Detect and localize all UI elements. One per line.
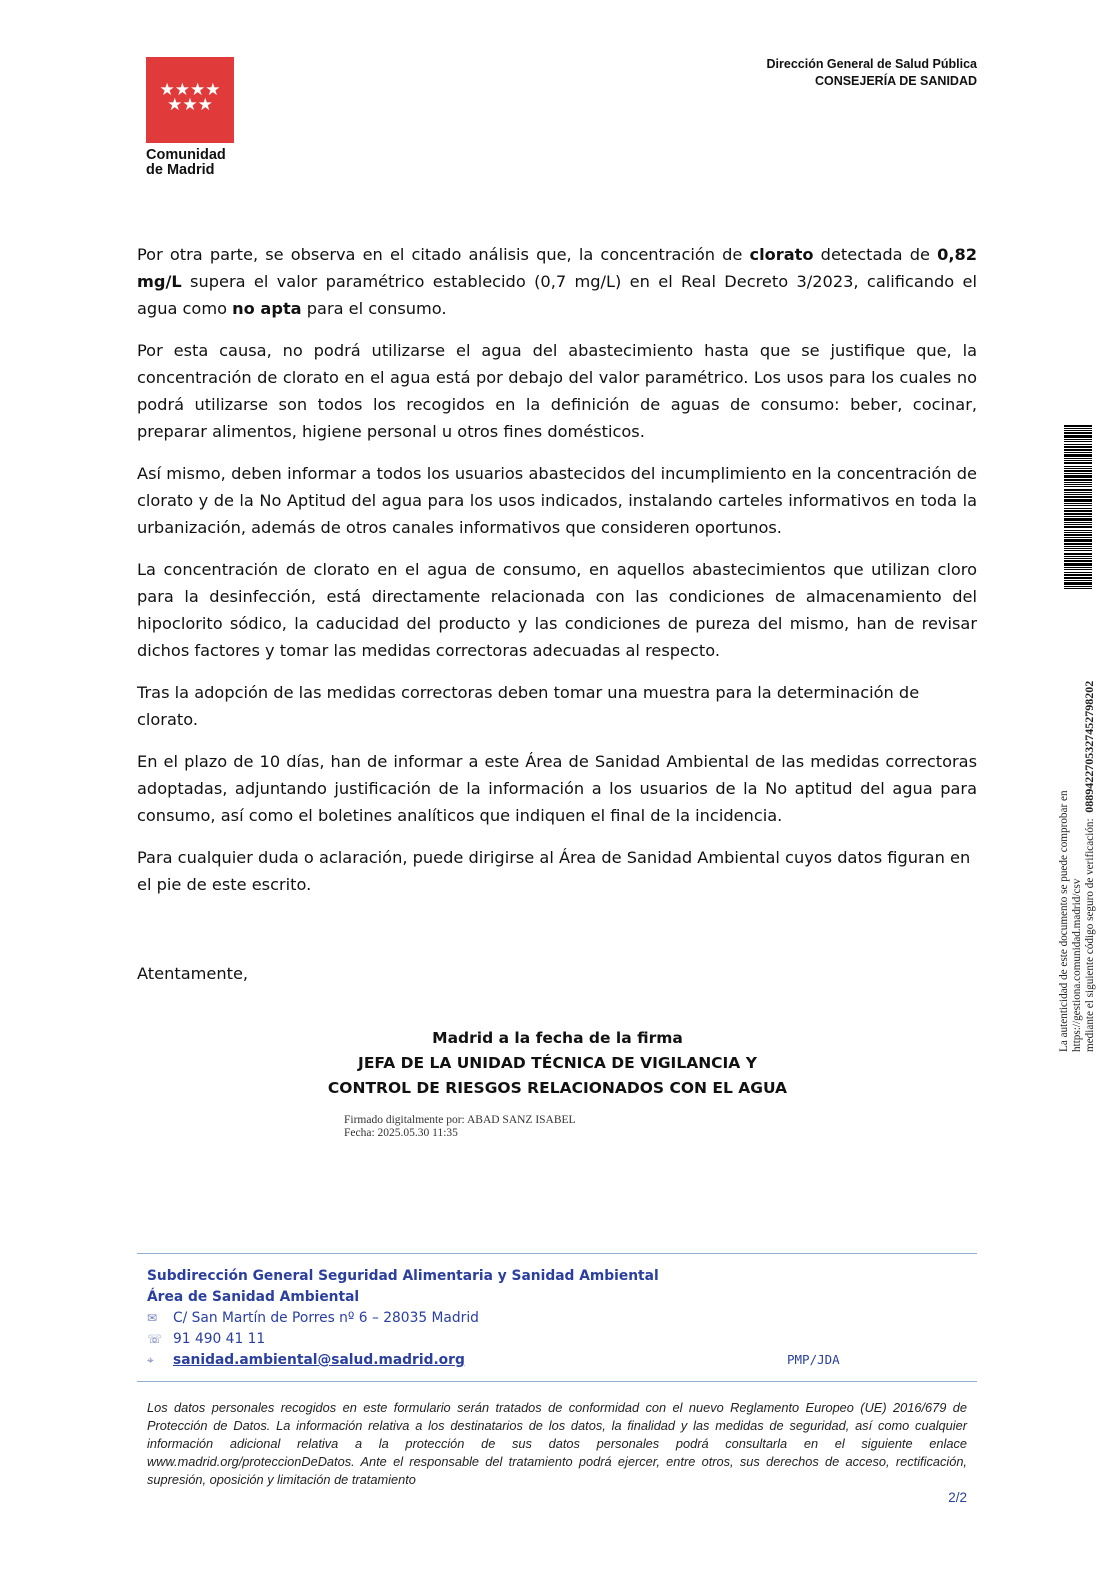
footer-bottom-rule — [137, 1381, 977, 1382]
barcode-bar — [1064, 548, 1092, 549]
barcode-bar — [1064, 558, 1092, 559]
barcode-bar — [1064, 550, 1092, 551]
barcode-bar — [1064, 470, 1092, 472]
barcode-bar — [1064, 425, 1092, 427]
verification-code: 0889422705327452798202 — [1082, 680, 1096, 813]
mouse-icon: ⌖ — [147, 1353, 154, 1367]
barcode-bar — [1064, 586, 1092, 587]
footer-address-row — [147, 1308, 659, 1329]
footer-contact — [147, 1266, 659, 1371]
barcode-bar — [1064, 526, 1092, 528]
barcode-bar — [1064, 484, 1092, 485]
letter-body — [137, 241, 977, 913]
phone-icon: ☏ — [147, 1332, 163, 1346]
barcode-bar — [1064, 466, 1092, 467]
footer-email-row — [147, 1350, 659, 1371]
digital-signature-signer: Firmado digitalmente por: ABAD SANZ ISABEL — [344, 1114, 576, 1126]
barcode-bar — [1064, 505, 1092, 506]
barcode-bar — [1064, 580, 1092, 581]
barcode-bar — [1064, 516, 1092, 517]
header-line-1: Dirección General de Salud Pública — [766, 57, 977, 71]
barcode-bar — [1064, 428, 1092, 429]
barcode-bar — [1064, 537, 1092, 538]
barcode-bar — [1064, 458, 1092, 459]
footer-org-1: Subdirección General Seguridad Alimentaria y Sanidad Ambiental — [147, 1268, 659, 1284]
department-header — [767, 56, 978, 90]
barcode-icon — [1064, 425, 1092, 590]
paragraph-2: Por esta causa, no podrá utilizarse el agua del abastecimiento hasta que se justifique que, la concentración de clorato en el agua está por debajo del valor paramétrico. Los usos para los cuales no podrá utilizarse son todos los recogidos en la definición de aguas de consumo: beber, cocinar, preparar alimentos, higiene personal u otros fines domésticos. — [137, 341, 977, 441]
paragraph-3: Así mismo, deben informar a todos los usuarios abastecidos del incumplimiento en la concentración de clorato y de la No Aptitud del agua para los usos indicados, instalando carteles informativos en toda la urbanización, además de otros canales informativos que consideren oportunos. — [137, 464, 977, 537]
barcode-bar — [1064, 479, 1092, 481]
paragraph-1: Por otra parte, se observa en el citado análisis que, la concentración de clorato detectada de 0,82 mg/L supera el valor paramétrico establecido (0,7 mg/L) en el Real Decreto 3/2023, calificando el agua como no apta para el consumo. — [137, 245, 978, 318]
barcode-bar — [1064, 543, 1092, 545]
barcode-bar — [1064, 513, 1092, 515]
barcode-bar — [1064, 524, 1092, 525]
barcode-bar — [1064, 534, 1092, 536]
signature-line-2: JEFA DE LA UNIDAD TÉCNICA DE VIGILANCIA Y — [358, 1054, 757, 1072]
paragraph-7: Para cualquier duda o aclaración, puede dirigirse al Área de Sanidad Ambiental cuyos datos figuran en el pie de este escrito. — [137, 848, 971, 894]
footer-phone-row — [147, 1329, 659, 1350]
footer-email-link[interactable]: sanidad.ambiental@salud.madrid.org — [173, 1352, 465, 1368]
barcode-bar — [1064, 569, 1092, 570]
barcode-bar — [1064, 444, 1092, 445]
barcode-bar — [1064, 496, 1092, 498]
barcode-bar — [1064, 522, 1092, 523]
verification-text — [1058, 681, 1097, 1052]
footer-org-2: Área de Sanidad Ambiental — [147, 1289, 360, 1305]
signature-block — [280, 1026, 835, 1101]
barcode-bar — [1064, 460, 1092, 461]
signature-line-1: Madrid a la fecha de la firma — [432, 1029, 683, 1047]
logo-line-1: Comunidad — [146, 147, 226, 163]
verification-line-1: La autenticidad de este documento se puede comprobar en — [1058, 790, 1070, 1052]
barcode-bar — [1064, 532, 1092, 533]
stars-icon: ★★★★ ★★★ — [159, 80, 221, 114]
barcode-bar — [1064, 452, 1092, 453]
barcode-bar — [1064, 553, 1092, 555]
barcode-bar — [1064, 582, 1092, 585]
barcode-bar — [1064, 489, 1092, 491]
barcode-bar — [1064, 518, 1092, 521]
signature-line-3: CONTROL DE RIESGOS RELACIONADOS CON EL AGUA — [327, 1079, 788, 1097]
barcode-bar — [1064, 468, 1092, 469]
barcode-bar — [1064, 494, 1092, 495]
barcode-bar — [1064, 439, 1092, 440]
barcode-bar — [1064, 574, 1092, 576]
barcode-bar — [1064, 441, 1092, 442]
barcode-bar — [1064, 475, 1092, 478]
logo-text — [146, 148, 236, 178]
verification-line-2: https://gestiona.comunidad.madrid/csv — [1070, 878, 1083, 1052]
barcode-bar — [1064, 432, 1092, 434]
barcode-bar — [1064, 446, 1092, 448]
barcode-bar — [1064, 508, 1092, 509]
footer-top-rule — [137, 1253, 977, 1254]
barcode-bar — [1064, 530, 1092, 531]
barcode-bar — [1064, 567, 1092, 568]
comunidad-madrid-logo — [146, 57, 236, 178]
barcode-bar — [1064, 449, 1092, 451]
barcode-bar — [1064, 486, 1092, 487]
privacy-notice: Los datos personales recogidos en este formulario serán tratados de conformidad con el nuevo Reglamento Europeo (UE) 2016/679 de Protección de Datos. La información relativa a los destinatarios de los datos, la finalidad y las medidas de seguridad, así como cualquier información adicional relativa a la protección de sus datos personales podrá consultarla en el siguiente enlace www.madrid.org/proteccionDeDatos. Ante el responsable del tratamiento podrá ejercer, entre otros, sus derechos de acceso, rectificación, supresión, oposición y limitación de tratamiento — [147, 1400, 967, 1487]
barcode-bar — [1064, 482, 1092, 483]
page-number: 2/2 — [948, 1490, 967, 1505]
barcode-bar — [1064, 435, 1092, 438]
footer-address: C/ San Martín de Porres nº 6 – 28035 Madrid — [173, 1310, 479, 1326]
barcode-bar — [1064, 430, 1092, 431]
barcode-bar — [1064, 556, 1092, 557]
paragraph-4: La concentración de clorato en el agua de consumo, en aquellos abastecimientos que utilizan cloro para la desinfección, está directamente relacionada con las condiciones de almacenamiento del hipoclorito sódico, la caducidad del producto y las condiciones de pureza del mismo, han de revisar dichos factores y tomar las medidas correctoras adecuadas al respecto. — [137, 560, 977, 660]
digital-signature-date: Fecha: 2025.05.30 11:35 — [344, 1127, 458, 1139]
barcode-bar — [1064, 503, 1092, 504]
header-line-2: CONSEJERÍA DE SANIDAD — [814, 74, 977, 88]
reference-code: PMP/JDA — [787, 1352, 840, 1367]
barcode-bar — [1064, 546, 1092, 547]
barcode-bar — [1064, 473, 1092, 474]
barcode-bar — [1064, 454, 1092, 457]
barcode-bar — [1064, 572, 1092, 573]
barcode-bar — [1064, 588, 1092, 589]
barcode-bar — [1064, 510, 1092, 512]
envelope-icon: ✉ — [147, 1311, 158, 1325]
logo-line-2: de Madrid — [146, 162, 215, 178]
barcode-bar — [1064, 539, 1092, 542]
barcode-bar — [1064, 492, 1092, 493]
closing: Atentamente, — [137, 964, 249, 983]
verification-line-3: mediante el siguiente código seguro de verificación: 0889422705327452798202 — [1082, 680, 1096, 1052]
paragraph-6: En el plazo de 10 días, han de informar a este Área de Sanidad Ambiental de las medidas correctoras adoptadas, adjuntando justificación de la información a los usuarios de la No aptitud del agua para consumo, así como el boletines analíticos que indiquen el final de la incidencia. — [137, 752, 977, 825]
barcode-bar — [1064, 462, 1092, 464]
barcode-bar — [1064, 577, 1092, 579]
barcode-bar — [1064, 499, 1092, 502]
paragraph-5: Tras la adopción de las medidas correctoras deben tomar una muestra para la determinación de clorato. — [137, 683, 920, 729]
footer-phone: 91 490 41 11 — [173, 1331, 266, 1347]
digital-signature — [344, 1114, 576, 1140]
barcode-bar — [1064, 563, 1092, 566]
logo-red-square — [146, 57, 234, 143]
barcode-bar — [1064, 560, 1092, 562]
